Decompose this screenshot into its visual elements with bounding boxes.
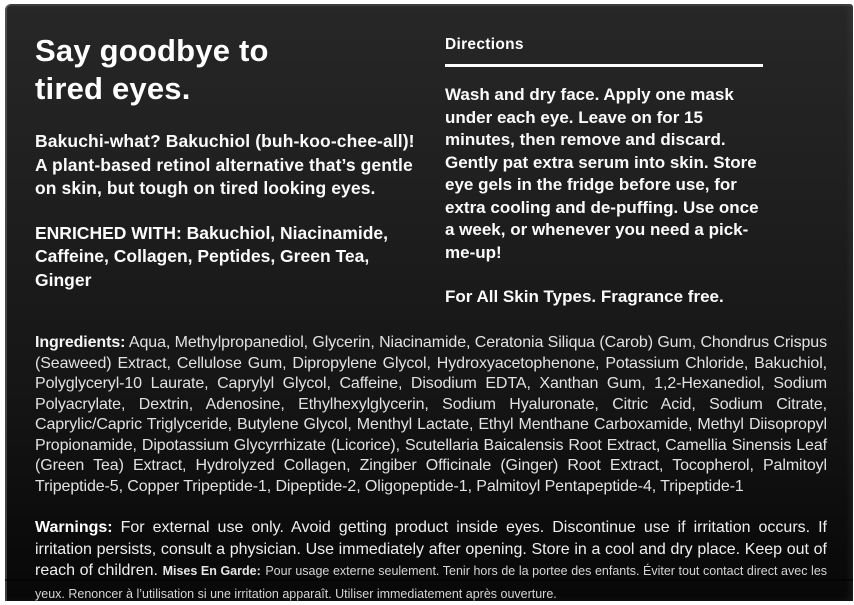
- ingredients-label: Ingredients:: [35, 334, 126, 351]
- directions-underline-rule: [445, 64, 763, 67]
- warnings-label-french: Mises En Garde:: [162, 564, 261, 578]
- product-label-back-panel: [5, 4, 853, 601]
- enriched-with-line: [35, 222, 427, 293]
- warnings-text-french: Pour usage externe seulement. Tenir hors de la portee des enfants. Éviter tout contact direct avec les yeux. Renoncer à l’utilisation si une irritation apparaît. Utiliser immediatement après ouverture.: [35, 564, 828, 601]
- headline-line-2: tired eyes.: [35, 71, 191, 106]
- warnings-text-english: For external use only. Avoid getting product inside eyes. Discontinue use if irritation occurs. If irritation persists, consult a physician. Use immediately after opening. Store in a cool and dry place. Keep out of reach of children.: [35, 519, 827, 579]
- enriched-with-label: ENRICHED WITH:: [35, 222, 182, 243]
- bakuchiol-intro-text: Bakuchi-what? Bakuchiol (buh-koo-chee-all)! A plant-based retinol alternative that’s gentle on skin, but tough on tired looking eyes.: [35, 131, 415, 198]
- ingredients-list: Aqua, Methylpropanediol, Glycerin, Niacinamide, Ceratonia Siliqua (Carob) Gum, Chondrus Crispus (Seaweed) Extract, Cellulose Gum, Dipropylene Glycol, Hydroxyacetophenone, Potassium Chloride, Bakuchiol, Polyglyceryl-10 Laurate, Caprylyl Glycol, Caffeine, Disodium EDTA, Xanthan Gum, 1,2-Hexanediol, Sodium Polyacrylate, Dextrin, Adenosine, Ethylhexylglycerin, Sodium Hyaluronate, Citric Acid, Sodium Citrate, Caprylic/Capric Triglyceride, Butylene Glycol, Menthyl Lactate, Ethyl Menthane Carboxamide, Methyl Diisopropyl Propionamide, Dipotassium Glycyrrhizate (Licorice), Scutellaria Baicalensis Root Extract, Camellia Sinensis Leaf (Green Tea) Extract, Hydrolyzed Collagen, Zingiber Officinale (Ginger) Root Extract, Tocopherol, Palmitoyl Tripeptide-5, Copper Tripeptide-1, Dipeptide-2, Oligopeptide-1, Palmitoyl Pentapeptide-4, Tripeptide-1: [35, 334, 827, 495]
- label-content: [5, 4, 853, 605]
- warnings-paragraph: [35, 517, 827, 605]
- headline-line-1: Say goodbye to: [35, 33, 269, 68]
- directions-column: [445, 30, 763, 307]
- skin-types-line: For All Skin Types. Fragrance free.: [445, 287, 724, 306]
- marketing-column: [35, 30, 427, 307]
- warnings-label: Warnings:: [35, 519, 113, 536]
- directions-text: Wash and dry face. Apply one mask under each eye. Leave on for 15 minutes, then remove and discard. Gently pat extra serum into skin. Store eye gels in the fridge before use, for extra cooling and de-puffing. Use once a week, or whenever you need a pick-me-up!: [445, 85, 759, 262]
- enriched-with-list: Bakuchiol, Niacinamide, Caffeine, Collagen, Peptides, Green Tea, Ginger: [35, 222, 388, 290]
- top-columns: [35, 30, 827, 307]
- headline: [35, 32, 427, 108]
- directions-heading: Directions: [445, 36, 524, 53]
- ingredients-paragraph: [35, 333, 827, 497]
